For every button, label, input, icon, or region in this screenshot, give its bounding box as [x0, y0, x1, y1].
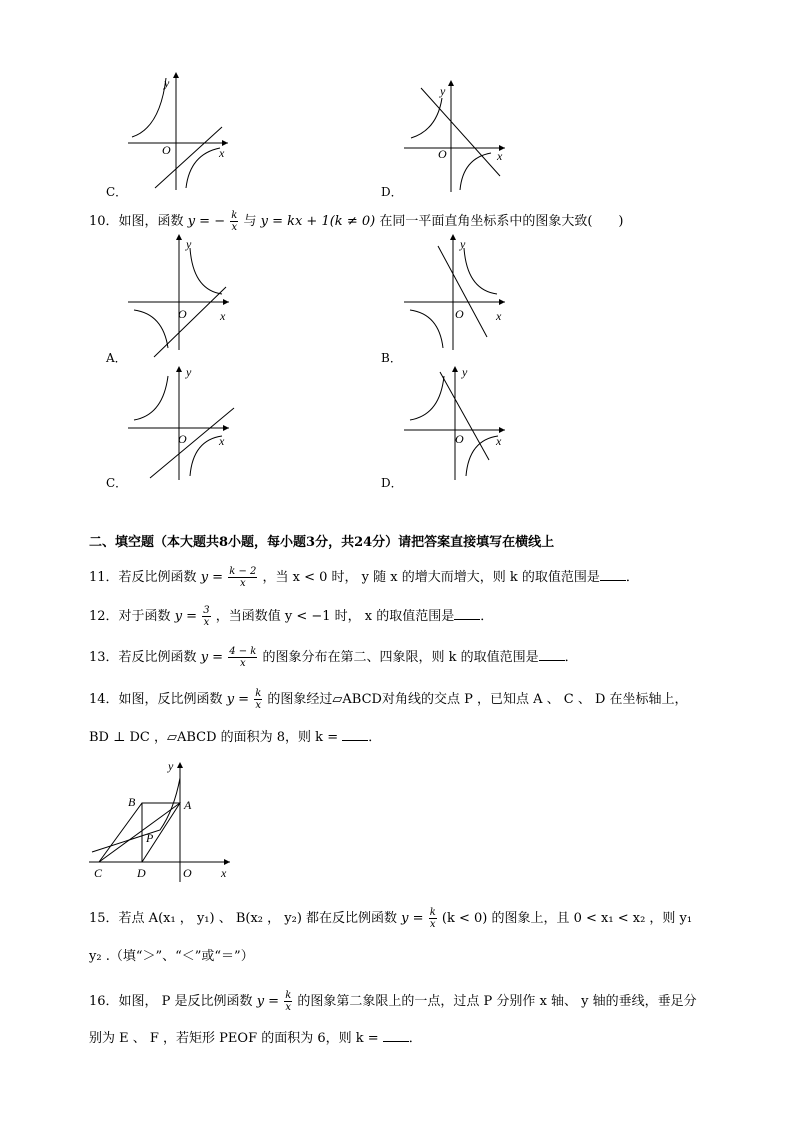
fig-c: C — [94, 866, 103, 880]
question-14-line2: BD ⊥ DC ，▱ABCD 的面积为 8，则 k = ． — [89, 730, 382, 745]
fig-o: O — [183, 866, 192, 880]
axis-x-label: x — [219, 434, 225, 448]
origin-label: O — [178, 432, 187, 446]
axis-y-label: y — [460, 237, 466, 251]
axis-y-label: y — [186, 365, 192, 379]
axis-x-label: x — [496, 309, 502, 323]
axis-x-label: x — [496, 434, 502, 448]
q11-fraction: $\frac{k - 2}{x}$ — [229, 566, 257, 589]
q10-fn2: y = kx + 1(k ≠ 0) — [260, 214, 376, 229]
q10-option-b: B． — [381, 351, 402, 365]
q10-text-before: 10．如图，函数 — [89, 214, 184, 229]
question-13: 13．若反比例函数 y = $\frac{4 - k}{x}$ 的图象分布在第二、四象限，则 k 的取值范围是 ． — [89, 646, 578, 669]
q10-text-mid: 与 — [243, 214, 257, 229]
question-14: 14．如图，反比例函数 y = $\frac{k}{x}$ 的图象经过▱ABCD对角线的交点 P ，已知点 A 、 C 、 D 在坐标轴上， — [89, 688, 688, 711]
section-2-title: 二、填空题（本大题共8小题，每小题3分，共24分）请把答案直接填写在横线上 — [89, 535, 555, 550]
axis-y-label: y — [164, 76, 170, 90]
question-15: 15．若点 A(x₁ ， y₁) 、 B(x₂ ， y₂) 都在反比例函数 y = $\frac{k}{x}$ (k < 0) 的图象上，且 0 < x₁ < x₂ ，则 y₁ — [89, 907, 693, 930]
axis-x-label: x — [219, 146, 225, 160]
axis-x-label: x — [497, 149, 503, 163]
option-c-label: C． — [106, 185, 128, 199]
fig-p: P — [146, 831, 154, 845]
option-d-label: D． — [381, 185, 403, 199]
q10-option-a: A． — [106, 351, 127, 365]
question-12: 12．对于函数 y = $\frac{3}{x}$ ，当函数值 y < −1 时， x 的取值范围是 ． — [89, 605, 494, 628]
axis-y-label: y — [462, 365, 468, 379]
axis-y-label: y — [440, 84, 446, 98]
q15-fraction: $\frac{k}{x}$ — [429, 907, 436, 930]
origin-label: O — [162, 143, 171, 157]
question-11: 11．若反比例函数 y = $\frac{k - 2}{x}$ ，当 x < 0 时， y 随 x 的增大而增大，则 k 的取值范围是 ． — [89, 566, 639, 589]
q14-fraction: $\frac{k}{x}$ — [255, 688, 262, 711]
origin-label: O — [178, 307, 187, 321]
fig-d: D — [137, 866, 146, 880]
fig-y: y — [168, 759, 174, 773]
question-15-line2: y₂ .（填“＞”、“＜”或“＝”） — [89, 949, 254, 964]
axis-x-label: x — [220, 309, 226, 323]
q13-fraction: $\frac{4 - k}{x}$ — [229, 646, 257, 669]
answer-blank[interactable] — [383, 1031, 409, 1042]
origin-label: O — [455, 307, 464, 321]
q10-fraction: $\frac{k}{x}$ — [231, 210, 238, 233]
q10-option-c: C． — [106, 476, 128, 490]
fig-a: A — [184, 798, 192, 812]
origin-label: O — [455, 432, 464, 446]
question-16-line2: 别为 E 、 F ，若矩形 PEOF 的面积为 6，则 k = ． — [89, 1031, 422, 1046]
origin-label: O — [438, 147, 447, 161]
fig-x: x — [221, 866, 227, 880]
q16-fraction: $\frac{k}{x}$ — [285, 990, 292, 1013]
q10-option-d: D． — [381, 476, 403, 490]
q10-text-after: 在同一平面直角坐标系中的图象大致( ) — [379, 214, 624, 229]
axis-y-label: y — [186, 237, 192, 251]
fig-b: B — [128, 795, 136, 809]
question-16: 16．如图， P 是反比例函数 y = $\frac{k}{x}$ 的图象第二象限上的一点，过点 P 分别作 x 轴、 y 轴的垂线，垂足分 — [89, 990, 697, 1013]
q12-fraction: $\frac{3}{x}$ — [203, 605, 210, 628]
q10-fn1: y = − — [187, 214, 226, 229]
